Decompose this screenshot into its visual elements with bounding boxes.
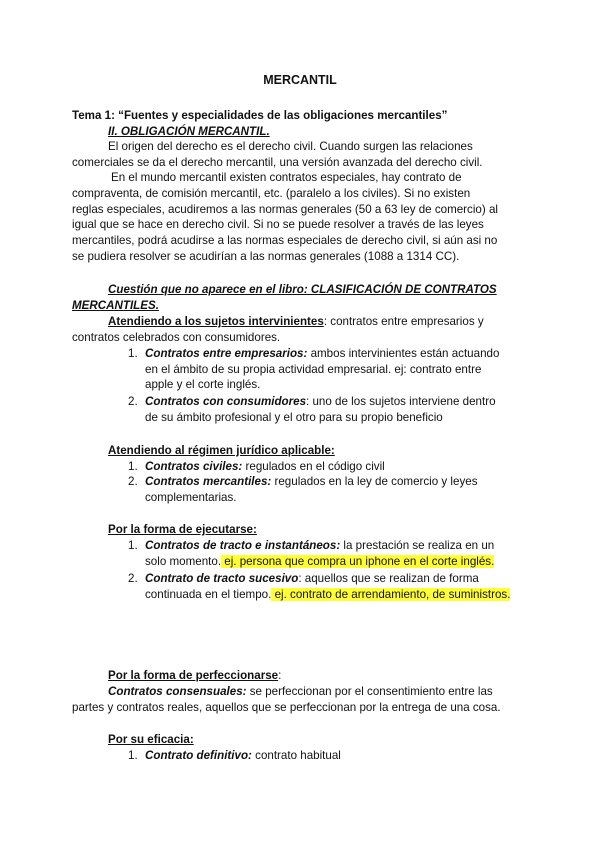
- list-item-line: apple y el corte inglés.: [145, 378, 261, 391]
- highlighted-example: ej. persona que compra un iphone en el corte inglés.: [221, 555, 495, 568]
- list-item-term: Contrato definitivo:: [145, 749, 252, 762]
- list-item-term: Contrato de tracto sucesivo: [145, 572, 299, 585]
- list-item: Contrato de tracto sucesivo: aquellos que se realizan de forma: [145, 572, 479, 585]
- question-heading: MERCANTILES.: [72, 299, 159, 312]
- regime-heading: Atendiendo al régimen jurídico aplicable:: [108, 444, 335, 457]
- list-item-line: de su ámbito profesional y el otro para su propio beneficio: [145, 411, 443, 424]
- list-item-term: Contratos de tracto e instantáneos:: [145, 539, 341, 552]
- list-number: 1.: [128, 539, 138, 552]
- intro-p1-line: El origen del derecho es el derecho civil. Cuando surgen las relaciones: [108, 140, 473, 153]
- list-item: Contratos civiles: regulados en el código civil: [145, 460, 385, 473]
- list-item: Contratos con consumidores: uno de los sujetos interviene dentro: [145, 395, 496, 408]
- perfection-line: Contratos consensuales: se perfeccionan por el consentimiento entre las: [108, 685, 493, 698]
- list-number: 1.: [128, 347, 138, 360]
- intro-p2-line: se pudiera resolver se acudirían a las normas generales (1088 a 1314 CC).: [72, 250, 460, 263]
- list-item-term: Contratos entre empresarios:: [145, 347, 308, 360]
- perfection-line: partes y contratos reales, aquellos que se perfeccionan por la entrega de una cosa.: [72, 701, 501, 714]
- list-item-line: solo momento. ej. persona que compra un iphone en el corte inglés.: [145, 555, 495, 568]
- section-heading: II. OBLIGACIÓN MERCANTIL.: [108, 125, 270, 138]
- perfection-heading-line: Por la forma de perfeccionarse:: [108, 669, 282, 682]
- topic-heading: Tema 1: “Fuentes y especialidades de las obligaciones mercantiles”: [72, 109, 448, 122]
- execution-heading: Por la forma de ejecutarse:: [108, 523, 257, 536]
- highlighted-example: ej. contrato de arrendamiento, de suministros.: [271, 588, 511, 601]
- list-number: 1.: [128, 460, 138, 473]
- intro-p2-line: compraventa, de comisión mercantil, etc. (paralelo a los civiles). Si no existen: [72, 187, 471, 200]
- intro-p2-line: reglas especiales, acudiremos a las normas generales (50 a 63 ley de comercio) al: [72, 203, 498, 216]
- subjects-intro-line: contratos celebrados con consumidores.: [72, 331, 281, 344]
- intro-p2-line: mercantiles, podrá acudirse a las normas especiales de derecho civil, si aún asi no: [72, 234, 498, 247]
- subjects-intro: Atendiendo a los sujetos intervinientes: contratos entre empresarios y: [108, 315, 484, 328]
- intro-p2-line: En el mundo mercantil existen contratos especiales, hay contrato de: [111, 171, 462, 184]
- list-number: 2.: [128, 572, 138, 585]
- subjects-heading: Atendiendo a los sujetos intervinientes: [108, 315, 324, 328]
- document-title: MERCANTIL: [263, 73, 337, 87]
- perfection-heading: Por la forma de perfeccionarse: [108, 669, 279, 682]
- intro-p2-line: igual que se hace en derecho civil. Si no se puede resolver a través de las leyes: [72, 218, 484, 231]
- list-item-term: Contratos civiles:: [145, 460, 243, 473]
- perfection-term: Contratos consensuales:: [108, 685, 247, 698]
- list-item: Contratos de tracto e instantáneos: la prestación se realiza en un: [145, 539, 495, 552]
- list-item: Contrato definitivo: contrato habitual: [145, 749, 341, 762]
- list-item-term: Contratos con consumidores: [145, 395, 307, 408]
- list-number: 2.: [128, 395, 138, 408]
- list-item-line: en el ámbito de su propia actividad empresarial. ej: contrato entre: [145, 363, 482, 376]
- list-item-line: complementarias.: [145, 491, 237, 504]
- intro-p1-line: comerciales se da el derecho mercantil, una versión avanzada del derecho civil.: [72, 156, 483, 169]
- list-number: 2.: [128, 475, 138, 488]
- efficacy-heading: Por su eficacia:: [108, 733, 194, 746]
- list-item-line: continuada en el tiempo. ej. contrato de arrendamiento, de suministros.: [145, 588, 511, 601]
- list-item: Contratos entre empresarios: ambos intervinientes están actuando: [145, 347, 500, 360]
- question-heading: Cuestión que no aparece en el libro: CLASIFICACIÓN DE CONTRATOS: [108, 283, 497, 296]
- list-number: 1.: [128, 749, 138, 762]
- list-item-term: Contratos mercantiles:: [145, 475, 272, 488]
- list-item: Contratos mercantiles: regulados en la ley de comercio y leyes: [145, 475, 478, 488]
